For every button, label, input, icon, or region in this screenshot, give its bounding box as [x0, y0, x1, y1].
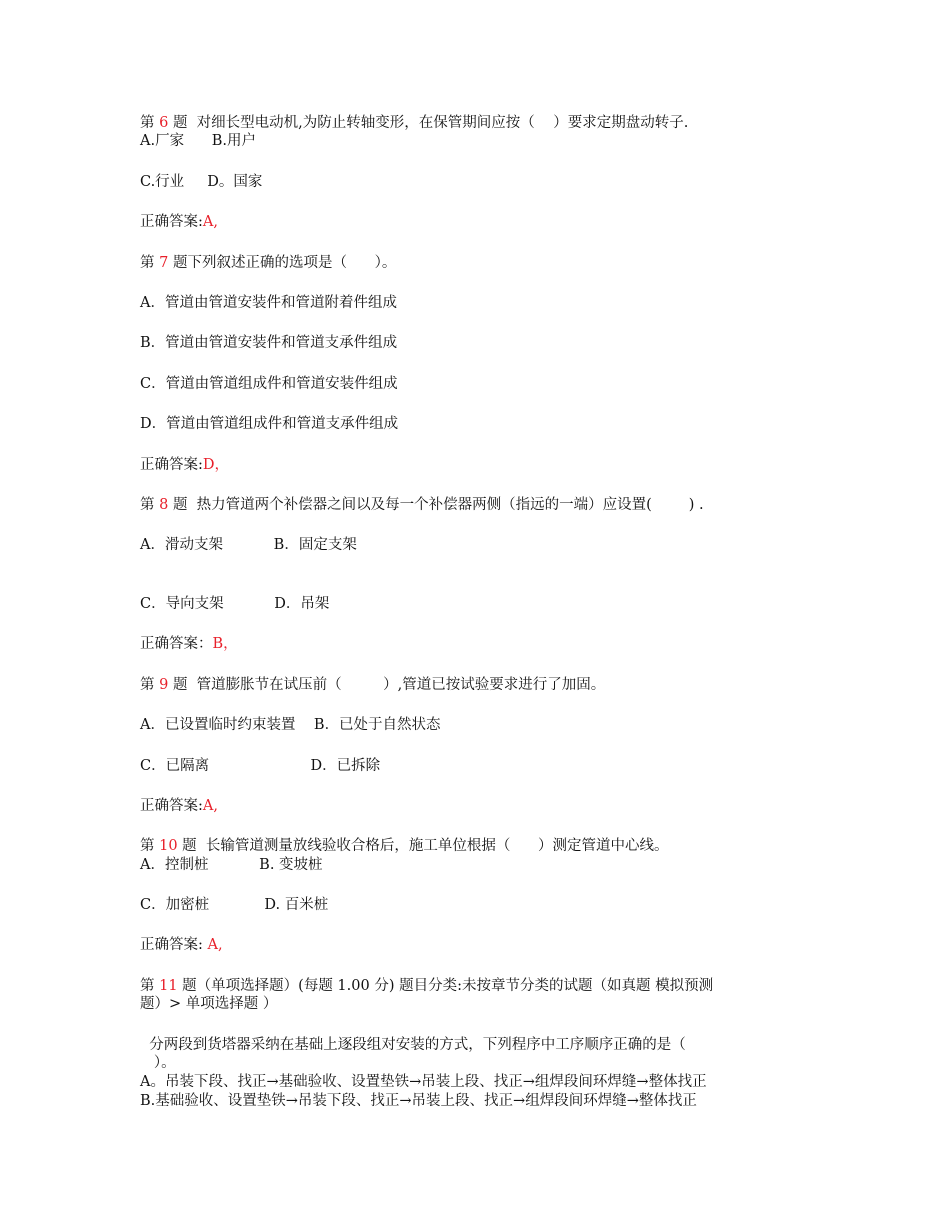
- q8-answer-value: B，: [212, 636, 238, 652]
- q8-answer: 正确答案：B，: [140, 636, 238, 652]
- q8-options-ab: A．滑动支架 B．固定支架: [140, 537, 357, 553]
- q10-answer-value: A,: [207, 937, 223, 953]
- q11-body-continued: ）。: [140, 1055, 176, 1071]
- q11-option-b: B.基础验收、设置垫铁→吊装下段、找正→吊装上段、找正→组焊段间环焊缝→整体找正: [140, 1093, 697, 1109]
- q7-stem: 第 7 题下列叙述正确的选项是（ ）。: [140, 255, 397, 271]
- q9-answer: 正确答案:A,: [140, 798, 218, 814]
- q9-options-ab: A．已设置临时约束装置 B．已处于自然状态: [140, 717, 441, 733]
- q10-stem: 第 10 题 长输管道测量放线验收合格后，施工单位根据（ ）测定管道中心线。: [140, 838, 669, 854]
- q6-stem: 第 6 题 对细长型电动机,为防止转轴变形，在保管期间应按（ ）要求定期盘动转子.: [140, 115, 689, 131]
- q9-number: 9: [159, 677, 169, 693]
- q11-number: 11: [159, 978, 178, 994]
- q10-options-ab: A．控制桩 B. 变坡桩: [140, 857, 323, 873]
- q7-option-a: A．管道由管道安装件和管道附着件组成: [140, 295, 397, 311]
- q7-answer-value: D，: [202, 457, 230, 473]
- q8-number: 8: [159, 497, 169, 513]
- q10-options-cd: C．加密桩 D. 百米桩: [140, 897, 329, 913]
- q8-stem: 第 8 题 热力管道两个补偿器之间以及每一个补偿器两侧（指远的一端）应设置( ) .: [140, 497, 704, 513]
- q7-number: 7: [159, 255, 169, 271]
- q11-option-a: A。吊装下段、找正→基础验收、设置垫铁→吊装上段、找正→组焊段间环焊缝→整体找正: [140, 1074, 707, 1090]
- q6-answer: 正确答案:A,: [140, 214, 218, 230]
- q7-option-c: C．管道由管道组成件和管道安装件组成: [140, 376, 398, 392]
- q10-number: 10: [159, 838, 178, 854]
- q8-options-cd: C．导向支架 D．吊架: [140, 596, 330, 612]
- q6-answer-value: A,: [202, 214, 218, 230]
- q6-options-ab: A.厂家 B.用户: [140, 133, 256, 149]
- q11-stem-continued: 题）> 单项选择题 ）: [140, 996, 278, 1012]
- q10-answer: 正确答案: A,: [140, 937, 223, 953]
- q9-options-cd: C．已隔离 D．已拆除: [140, 758, 381, 774]
- q11-stem: 第 11 题（单项选择题）(每题 1.00 分) 题目分类:未按章节分类的试题（如真题 模拟预测: [140, 978, 714, 994]
- q7-answer: 正确答案:D，: [140, 457, 230, 473]
- q9-answer-value: A,: [202, 798, 218, 814]
- q7-option-d: D．管道由管道组成件和管道支承件组成: [140, 416, 399, 432]
- q6-number: 6: [159, 115, 169, 131]
- q11-body: 分两段到货塔器采纳在基础上逐段组对安装的方式，下列程序中工序顺序正确的是（: [140, 1037, 686, 1053]
- q9-stem: 第 9 题 管道膨胀节在试压前（ ）,管道已按试验要求进行了加固。: [140, 677, 606, 693]
- q7-option-b: B．管道由管道安装件和管道支承件组成: [140, 335, 398, 351]
- q6-options-cd: C.行业 D。国家: [140, 174, 263, 190]
